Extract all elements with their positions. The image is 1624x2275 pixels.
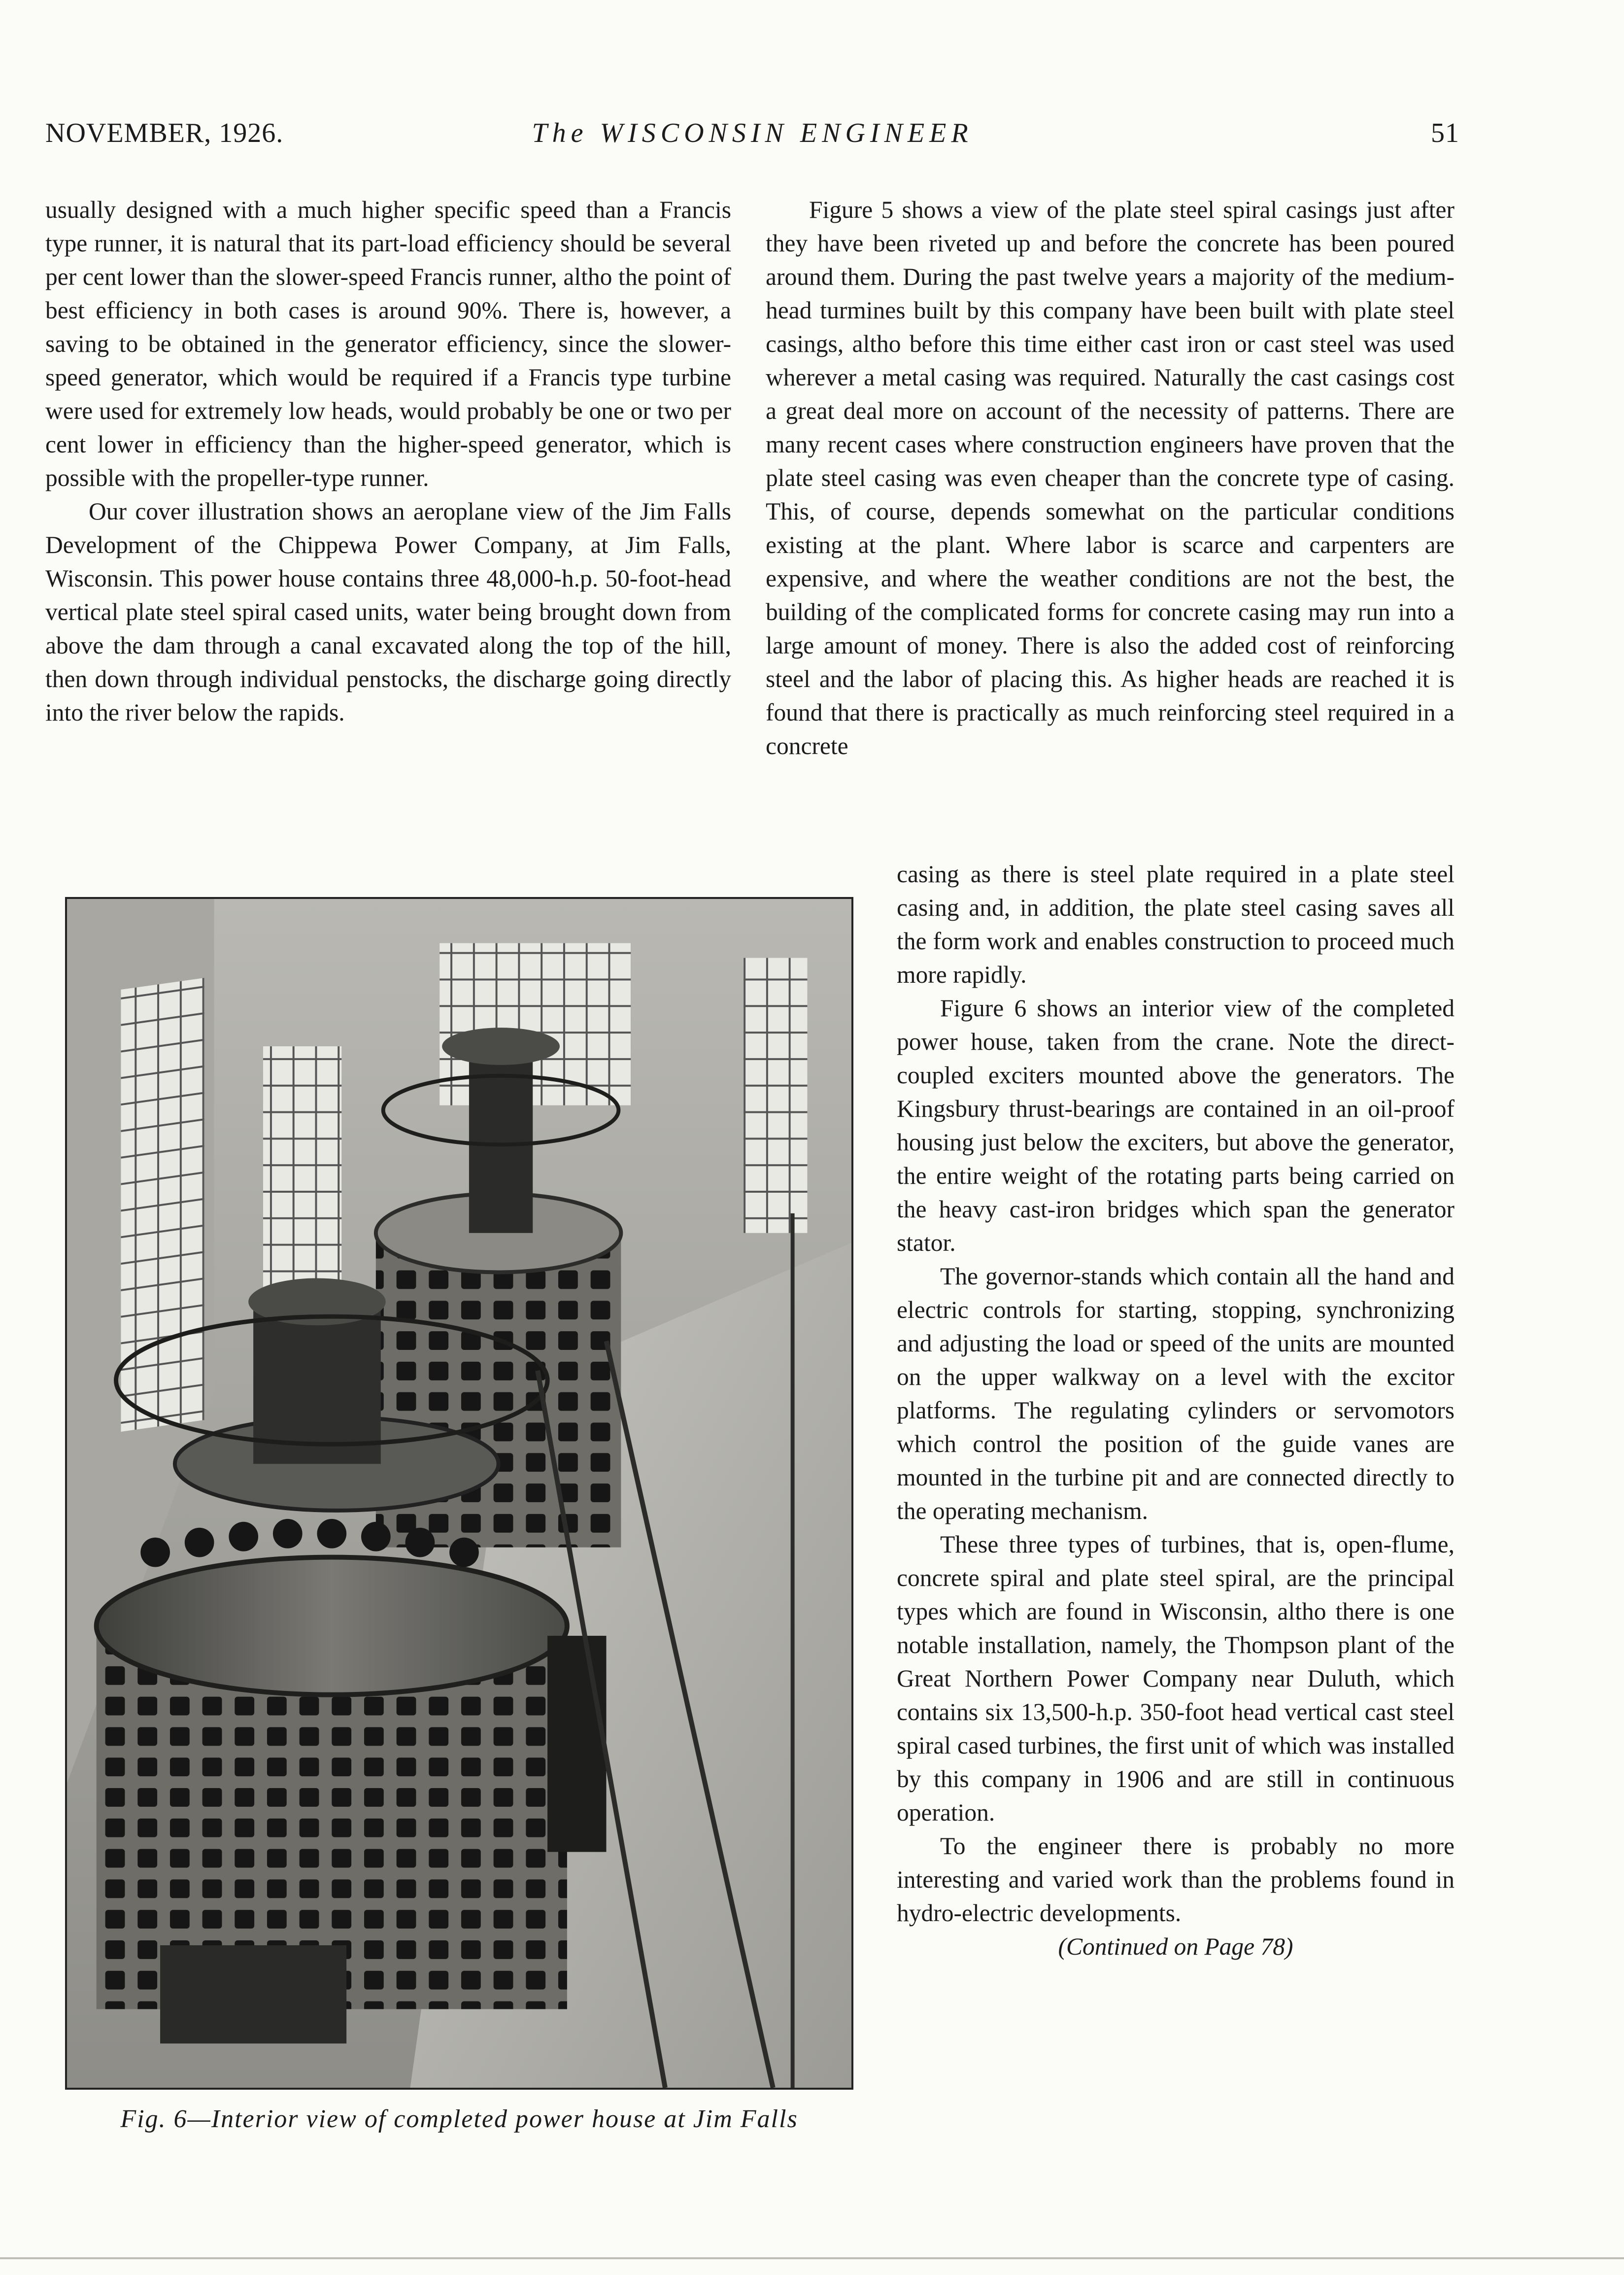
left-paragraph-1: usually designed with a much higher specific speed than a Francis type runner, it is natural that its part-load efficiency should be several per cent lower than the slower-speed Francis runner, altho the point of best efficiency in both cases is around 90%. There is, however, a saving to be obtained in the generator efficiency, since the slower-speed generator, which would be required if a Francis type turbine were used for extremely low heads, would probably be one or two per cent lower in efficiency than the higher-speed generator, which is possible with the propeller-type runner.: [45, 196, 731, 491]
right-paragraph-4: These three types of turbines, that is, open-flume, concrete spiral and plate steel spiral, are the principal types which are found in Wisconsin, altho there is one notable installation, namely, the Thompson plant of the Great Northern Power Company near Duluth, which contains six 13,500-h.p. 350-foot head vertical cast steel spiral cased turbines, the first unit of which was installed by this company in 1906 and are still in continuous operation.: [897, 1531, 1455, 1826]
right-paragraph-1: Figure 5 shows a view of the plate steel spiral casings just after they have been riveted up and before the concrete has been poured around them. During the past twelve years a majority of the medium-head turmines built by this company have been built with plate steel casings, altho before this time either cast iron or cast steel was used wherever a metal casing was required. Naturally the cast casings cost a great deal more on account of the necessity of patterns. There are many recent cases where construction engineers have proven that the plate steel casing was even cheaper than the concrete type of casing. This, of course, depends somewhat on the particular conditions existing at the plant. Where labor is scarce and carpenters are expensive, and where the weather conditions are not the best, the building of the complicated forms for concrete casing may run into a large amount of money. There is also the added cost of reinforcing steel and the labor of placing this. As higher heads are reached it is found that there is practically as much reinforcing steel required in a concrete: [766, 196, 1455, 759]
journal-title: The WISCONSIN ENGINEER: [532, 118, 973, 148]
bottom-rule: [0, 2257, 1624, 2259]
running-header: [45, 117, 1459, 157]
figure-power-house-photo: [65, 897, 853, 2090]
right-paragraph-5: To the engineer there is probably no more interesting and varied work than the problems found in hydro-electric developments.: [897, 1832, 1455, 1927]
left-paragraph-2: Our cover illustration shows an aeroplane view of the Jim Falls Development of the Chippewa Power Company, at Jim Falls, Wisconsin. This power house contains three 48,000-h.p. 50-foot-head vertical plate steel spiral cased units, water being brought down from above the dam through a canal excavated along the top of the hill, then down through individual penstocks, the discharge going directly into the river below the rapids.: [45, 498, 731, 726]
right-column-narrow: [897, 858, 1455, 1964]
issue-date: NOVEMBER, 1926.: [45, 118, 284, 148]
right-paragraph-3: The governor-stands which contain all the hand and electric controls for starting, stopping, synchronizing and adjusting the load or speed of the units are mounted on the upper walkway on a level with the excitor platforms. The regulating cylinders or servomotors which control the position of the guide vanes are mounted in the turbine pit and are connected directly to the operating mechanism.: [897, 1263, 1455, 1524]
page-number: 51: [1431, 118, 1459, 148]
right-column-top: [766, 193, 1455, 763]
continued-note: (Continued on Page 78): [1058, 1933, 1293, 1960]
figure-caption: Fig. 6—Interior view of completed power house at Jim Falls: [120, 2105, 798, 2133]
right-paragraph-2: Figure 6 shows an interior view of the completed power house, taken from the crane. Note the direct-coupled exciters mounted above the generators. The Kingsbury thrust-bearings are contained in an oil-proof housing just below the exciters, but above the generator, the entire weight of the rotating parts being carried on the heavy cast-iron bridges which span the generator stator.: [897, 995, 1455, 1256]
right-paragraph-1-continued: casing as there is steel plate required in a plate steel casing and, in addition, the plate steel casing saves all the form work and enables construction to proceed much more rapidly.: [897, 861, 1455, 988]
left-column: [45, 193, 731, 729]
power-house-illustration: [67, 899, 851, 2088]
